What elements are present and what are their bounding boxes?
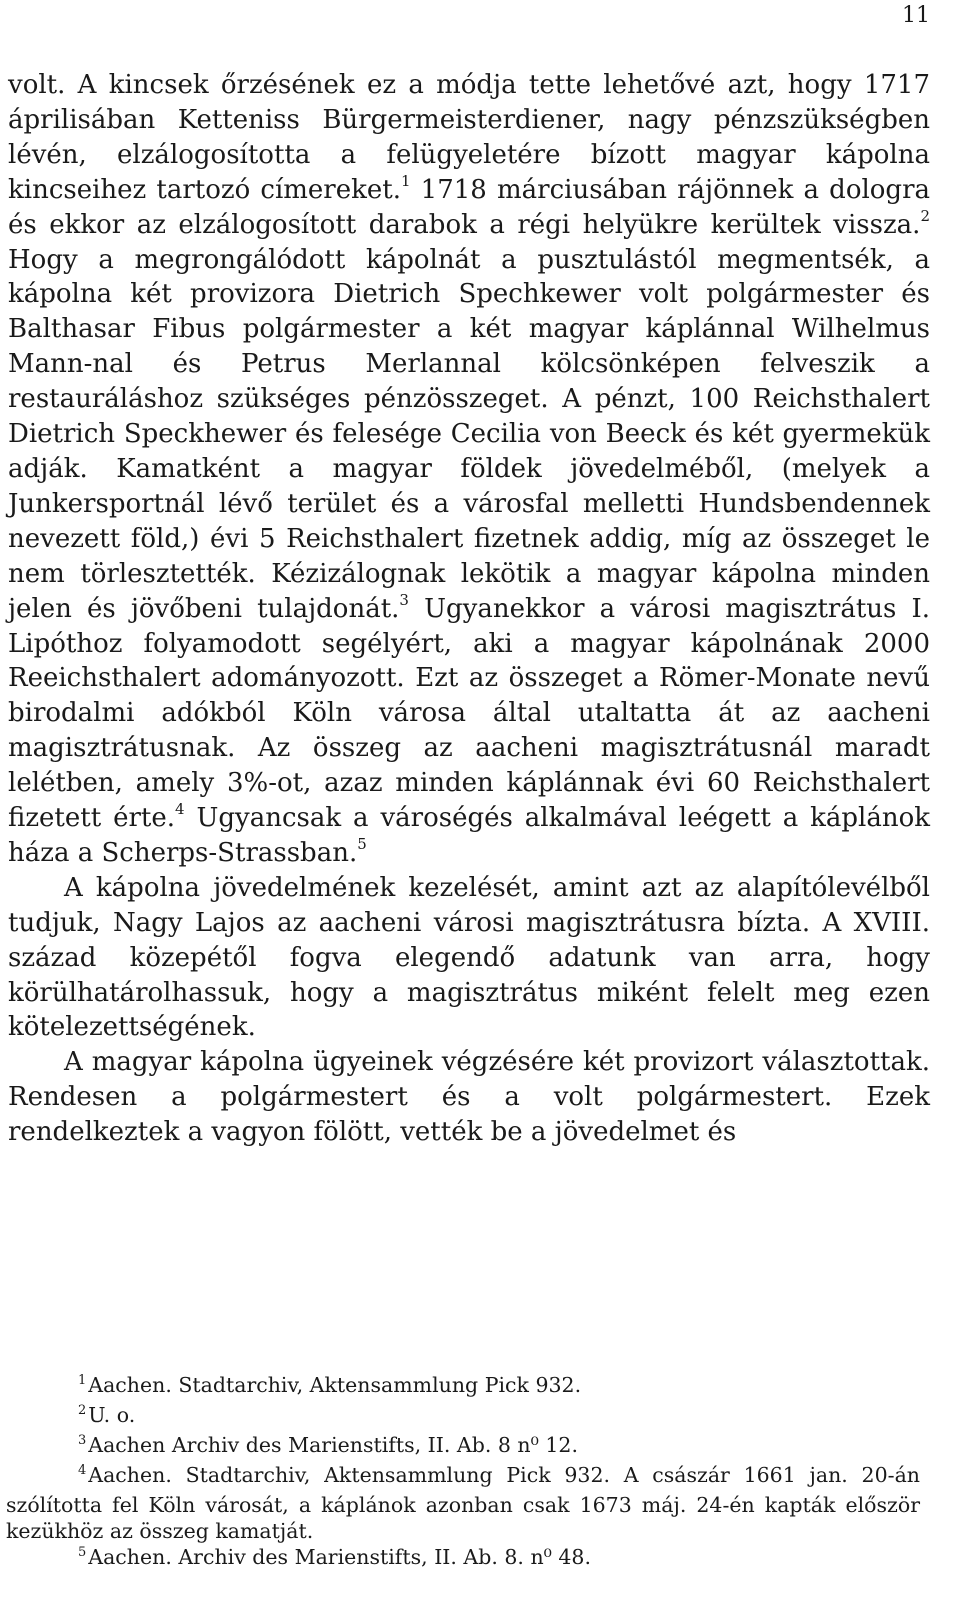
footnote-1 — [6, 1372, 920, 1402]
paragraph-1-text-b: 1718 márciusában rájönnek a dologra és ekkor az elzálogosított darabok a régi helyükre kerültek vissza. — [8, 174, 931, 240]
footnote-2-mark: 2 — [78, 1403, 87, 1418]
footnote-2-text: U. o. — [88, 1403, 136, 1427]
body-text — [8, 68, 930, 1150]
footnote-1-mark: 1 — [78, 1373, 87, 1388]
footnote-ref-4: 4 — [175, 800, 185, 819]
paragraph-1-text-e: Ugyancsak a városégés alkalmával leégett a káplánok háza a Scherps-Strassban. — [8, 803, 930, 868]
footnote-5-text: Aachen. Archiv des Marienstifts, II. Ab. 8. n⁰ 48. — [88, 1545, 591, 1569]
paragraph-1 — [8, 68, 930, 871]
footnote-5 — [6, 1544, 920, 1574]
page-number: 11 — [902, 3, 930, 28]
footnote-3-text: Aachen Archiv des Marienstifts, II. Ab. 8 n⁰ 12. — [88, 1433, 578, 1457]
footnote-ref-2: 2 — [920, 206, 930, 225]
paragraph-3: A magyar kápolna ügyeinek végzésére két provizort választottak. Rendesen a polgármestert és a volt polgármestert. Ezek rendelkeztek a vagyon fölött, vették be a jövedelmet és — [8, 1047, 930, 1148]
footnote-ref-5: 5 — [357, 835, 367, 854]
paragraph-2: A kápolna jövedelmének kezelését, amint azt az alapítólevélből tudjuk, Nagy Lajos az aacheni városi magisztrátusra bízta. A XVIII. század közepétől fogva elegendő adatunk van arra, hogy körülhatárolhassuk, hogy a magisztrátus miként felelt meg ezen kötelezettségének. — [8, 872, 930, 1043]
footnote-1-text: Aachen. Stadtarchiv, Aktensammlung Pick 932. — [88, 1373, 582, 1397]
footnote-5-mark: 5 — [78, 1545, 87, 1560]
paragraph-1-text-d: Ugyanekkor a városi magisztrátus I. Lipóthoz folyamodott segélyért, aki a magyar kápolnának 2000 Reeichsthalert adományozott. Ezt az összeget a Römer-Monate nevű birodalmi adókból Köln városa által utaltatta át az aacheni magisztrátusnak. Az összeg az aacheni magisztrátusnál maradt lelétben, amely 3%-ot, azaz minden káplánnak évi 60 Reichsthalert fizetett érte. — [8, 593, 930, 834]
footnote-3-mark: 3 — [78, 1433, 87, 1448]
footnote-4-text: Aachen. Stadtarchiv, Aktensammlung Pick 932. A császár 1661 jan. 20-án szólította fel Köln városát, a káplánok azonban csak 1673 máj. 24-én kapták először kezükhöz az összeg kamatját. — [6, 1463, 920, 1543]
paragraph-1-text-c: Hogy a megrongálódott kápolnát a pusztulástól megmentsék, a kápolna két provizora Dietrich Spechkewer volt polgármester és Balthasar Fibus polgármester a két magyar káplánnal Wilhelmus Mann-nal és Petrus Merlannal kölcsönképen felveszik a restauráláshoz szükséges pénzösszeget. A pénzt, 100 Reichsthalert Dietrich Speckhewer és felesége Cecilia von Beeck és két gyermekük adják. Kamatként a magyar földek jövedelméből, (melyek a Junkersportnál lévő terület és a városfal melletti Hundsbendennek nevezett föld,) évi 5 Reichsthalert fizetnek addig, míg az összeget le nem törlesztették. Kézizálognak lekötik a magyar kápolna minden jelen és jövőbeni tulajdonát. — [8, 244, 930, 624]
footnote-ref-3: 3 — [399, 590, 409, 609]
footnote-ref-1: 1 — [400, 172, 411, 191]
footnote-2 — [6, 1402, 920, 1432]
footnotes — [6, 1372, 920, 1574]
footnote-3 — [6, 1432, 920, 1462]
footnote-4 — [6, 1462, 920, 1544]
footnote-4-mark: 4 — [78, 1463, 87, 1478]
paragraph-1-text-a: volt. A kincsek őrzésének ez a módja tette lehetővé azt, hogy 1717 áprilisában Ketteniss Bürgermeisterdiener, nagy pénzszükségben lévén, elzálogosította a felügyeletére bízott magyar kápolna kincseihez tartozó címereket. — [8, 70, 930, 205]
